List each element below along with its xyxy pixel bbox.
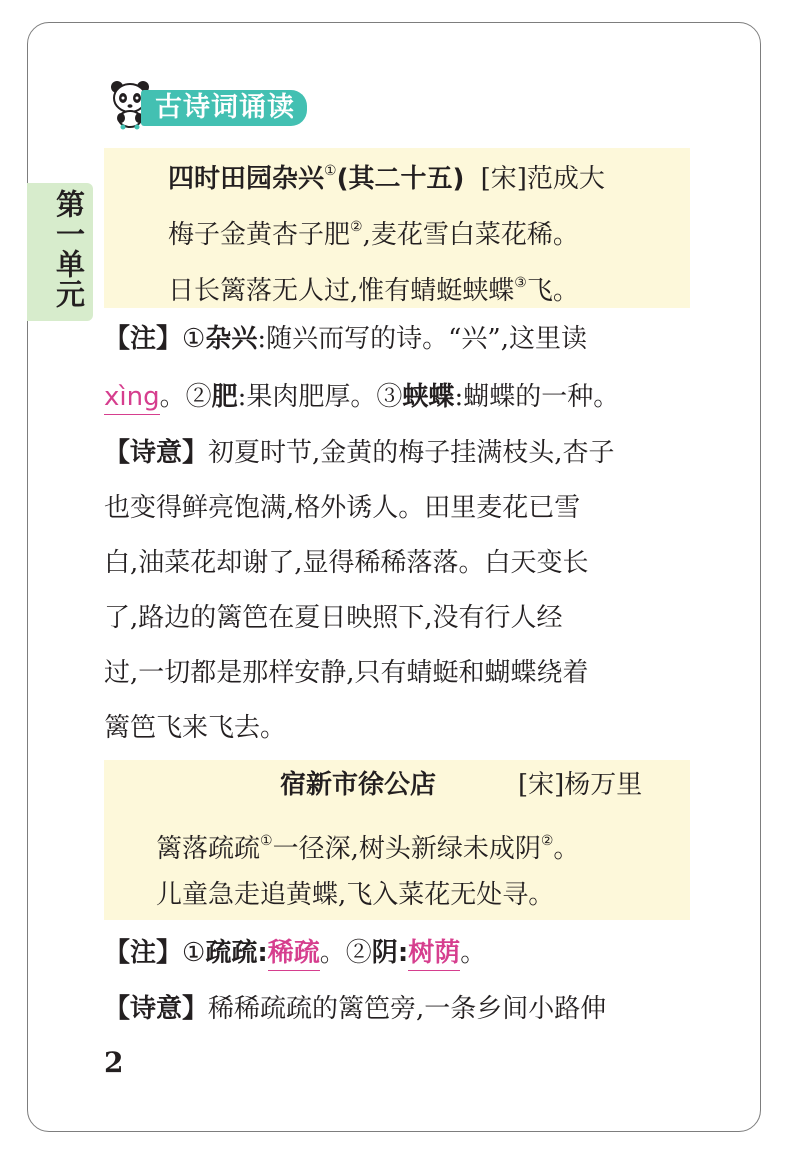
note-marker: ②	[540, 833, 554, 849]
note-term: 阴	[371, 938, 398, 968]
meaning-label: 【诗意】	[104, 994, 209, 1024]
note-number: ③	[376, 382, 403, 412]
poem-text: 。	[553, 834, 580, 864]
notes-line: 【注】①疏疏:稀疏。②阴:树荫。	[104, 936, 486, 970]
notes-label: 【注】	[104, 324, 183, 354]
note-number: ①	[182, 938, 206, 968]
poem-dynasty: [宋]	[480, 164, 527, 194]
note-term: 杂兴	[205, 324, 258, 354]
meaning-text: 稀稀疏疏的篱笆旁,一条乡间小路伸	[208, 994, 607, 1024]
meaning-line: 白,油菜花却谢了,显得稀稀落落。白天变长	[104, 548, 589, 578]
note-text: 。	[460, 938, 487, 968]
poem-author: 杨万里	[564, 770, 643, 800]
poem-title: 四时田园杂兴	[168, 164, 325, 194]
meaning-label: 【诗意】	[104, 438, 209, 468]
poem-line: 儿童急走追黄蝶,飞入菜花无处寻。	[156, 880, 555, 910]
note-marker: ②	[350, 219, 363, 235]
note-number: ②	[185, 382, 212, 412]
poem-text: 一径深,树头新绿未成阴	[272, 834, 541, 864]
note-text: :随兴而写的诗。“兴”,这里读	[257, 324, 587, 354]
notes-line	[104, 322, 587, 356]
note-term: 蛱蝶	[402, 382, 455, 412]
note-marker: ③	[514, 275, 527, 291]
poem-text: 篱落疏疏	[156, 834, 261, 864]
note-text: :果肉肥厚。	[237, 382, 377, 412]
note-term: 肥	[211, 382, 238, 412]
poem-text: ,麦花雪白菜花稀。	[362, 220, 579, 250]
note-number: ②	[345, 938, 372, 968]
poem-line	[168, 210, 579, 252]
note-text: 。	[159, 382, 186, 412]
poem-title-line	[280, 768, 436, 802]
meaning-text: 初夏时节,金黄的梅子挂满枝头,杏子	[208, 438, 615, 468]
notes-line	[104, 380, 619, 414]
note-text: 。	[319, 938, 346, 968]
unit-tab	[27, 183, 93, 321]
poem-box-1	[104, 148, 690, 308]
poem-line	[156, 824, 579, 866]
meaning-line: 过,一切都是那样安静,只有蜻蜓和蝴蝶绕着	[104, 658, 589, 688]
poem-dynasty: [宋]	[518, 770, 565, 800]
meaning-line	[104, 992, 606, 1026]
note-answer: 稀疏	[268, 938, 320, 971]
poem-title-part: (其二十五)	[336, 164, 465, 194]
note-text: :蝴蝶的一种。	[454, 382, 620, 412]
notes-label: 【注】	[104, 938, 183, 968]
section-title: 古诗词诵读	[141, 90, 307, 126]
unit-label: 第一单元	[52, 189, 86, 309]
note-number: ①	[182, 324, 206, 354]
pinyin-answer: xìng	[104, 382, 160, 415]
note-marker: ①	[324, 163, 337, 179]
poem-author: 范成大	[526, 164, 605, 194]
poem-text: 飞。	[526, 276, 579, 306]
meaning-line: 篱笆飞来飞去。	[104, 713, 287, 743]
poem-text: 日长篱落无人过,惟有蜻蜓蛱蝶	[168, 276, 515, 306]
meaning-line	[104, 436, 615, 470]
poem-byline	[518, 768, 642, 802]
note-marker: ①	[260, 833, 273, 849]
meaning-line: 也变得鲜亮饱满,格外诱人。田里麦花已雪	[104, 493, 581, 523]
poem-title-line	[168, 154, 605, 196]
poem-title: 宿新市徐公店	[280, 770, 437, 800]
page-number: 2	[104, 1046, 124, 1079]
poem-line	[168, 266, 579, 308]
poem-text: 梅子金黄杏子肥	[168, 220, 351, 250]
meaning-line: 了,路边的篱笆在夏日映照下,没有行人经	[104, 603, 563, 633]
note-answer: 树荫	[408, 938, 460, 971]
note-term: 疏疏	[205, 938, 258, 968]
poem-box-2	[104, 760, 690, 920]
